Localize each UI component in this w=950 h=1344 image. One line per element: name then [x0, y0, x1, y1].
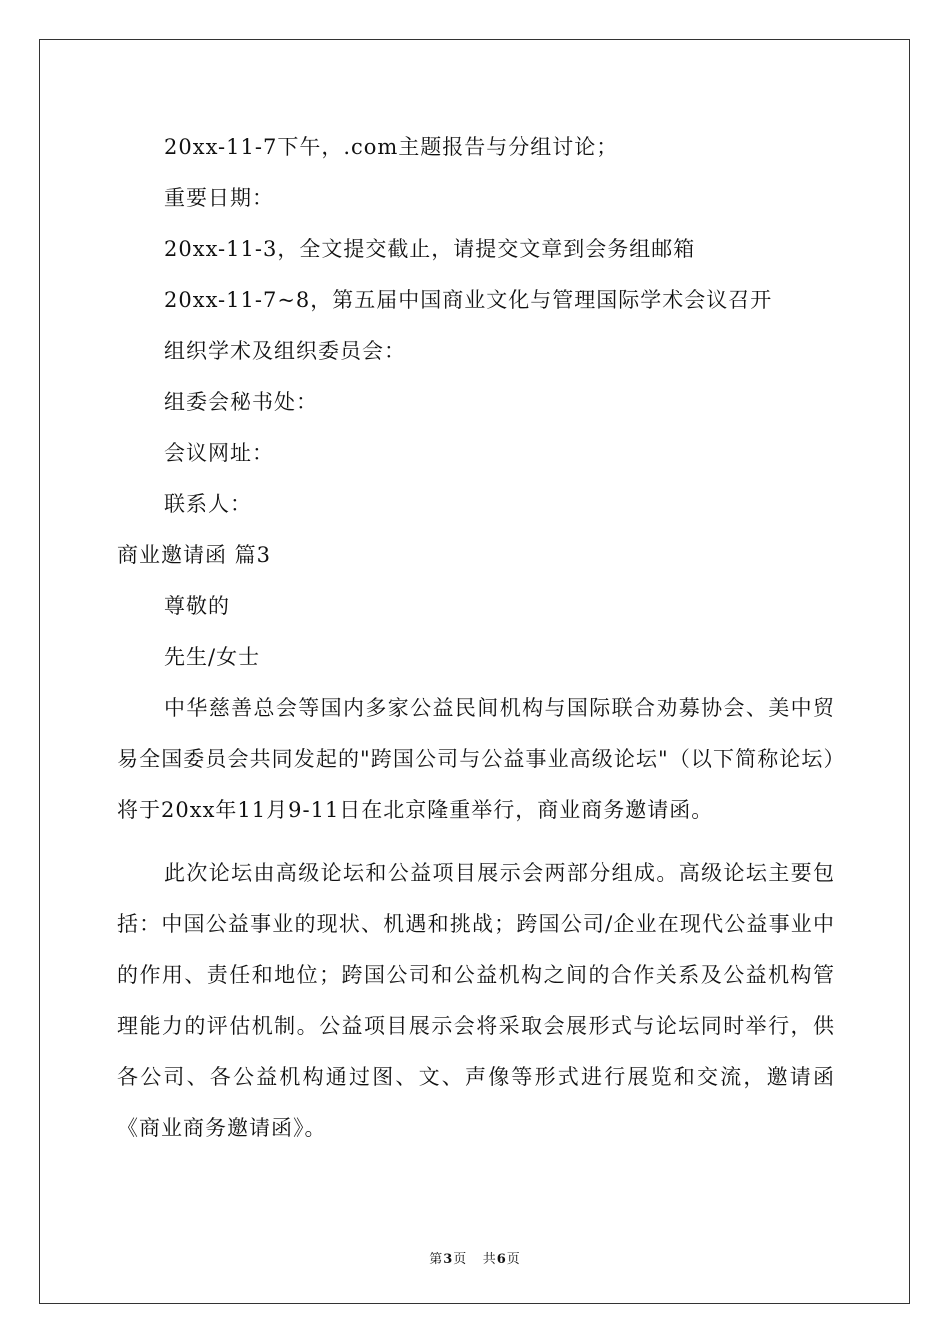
greeting-line: 先生/女士 — [164, 645, 261, 669]
page-footer — [0, 1248, 950, 1267]
body-paragraph: 中华慈善总会等国内多家公益民间机构与国际联合劝募协会、美中贸易全国委员会共同发起的"跨国公司与公益事业高级论坛"（以下简称论坛）将于20xx年11月9-11日在北京隆重举行，商业商务邀请函。 — [117, 696, 835, 822]
footer-total-unit: 页 — [506, 1252, 521, 1267]
document-body — [117, 122, 835, 1154]
website-label: 会议网址： — [164, 441, 274, 465]
important-dates-label: 重要日期： — [164, 186, 274, 210]
date-line: 20xx-11-3，全文提交截止，请提交文章到会务组邮箱 — [164, 237, 696, 261]
date-line: 20xx-11-7~8，第五届中国商业文化与管理国际学术会议召开 — [164, 288, 773, 312]
committee-label: 组织学术及组织委员会： — [164, 339, 406, 363]
greeting-line: 尊敬的 — [164, 594, 230, 618]
footer-current-page: 3 — [443, 1252, 454, 1267]
footer-page-prefix: 第 — [429, 1252, 444, 1267]
body-paragraph: 此次论坛由高级论坛和公益项目展示会两部分组成。高级论坛主要包括：中国公益事业的现状、机遇和挑战；跨国公司/企业在现代公益事业中的作用、责任和地位；跨国公司和公益机构之间的合作关系及公益机构管理能力的评估机制。公益项目展示会将采取会展形式与论坛同时举行，供各公司、各公益机构通过图、文、声像等形式进行展览和交流，邀请函《商业商务邀请函》。 — [117, 861, 835, 1140]
footer-page-unit: 页 — [453, 1252, 468, 1267]
schedule-line: 20xx-11-7下午，.com主题报告与分组讨论； — [164, 135, 619, 159]
contact-label: 联系人： — [164, 492, 252, 516]
footer-total-pages: 6 — [496, 1252, 507, 1267]
secretariat-label: 组委会秘书处： — [164, 390, 318, 414]
footer-total-prefix: 共 — [482, 1252, 497, 1267]
section-heading: 商业邀请函 篇3 — [117, 543, 272, 567]
